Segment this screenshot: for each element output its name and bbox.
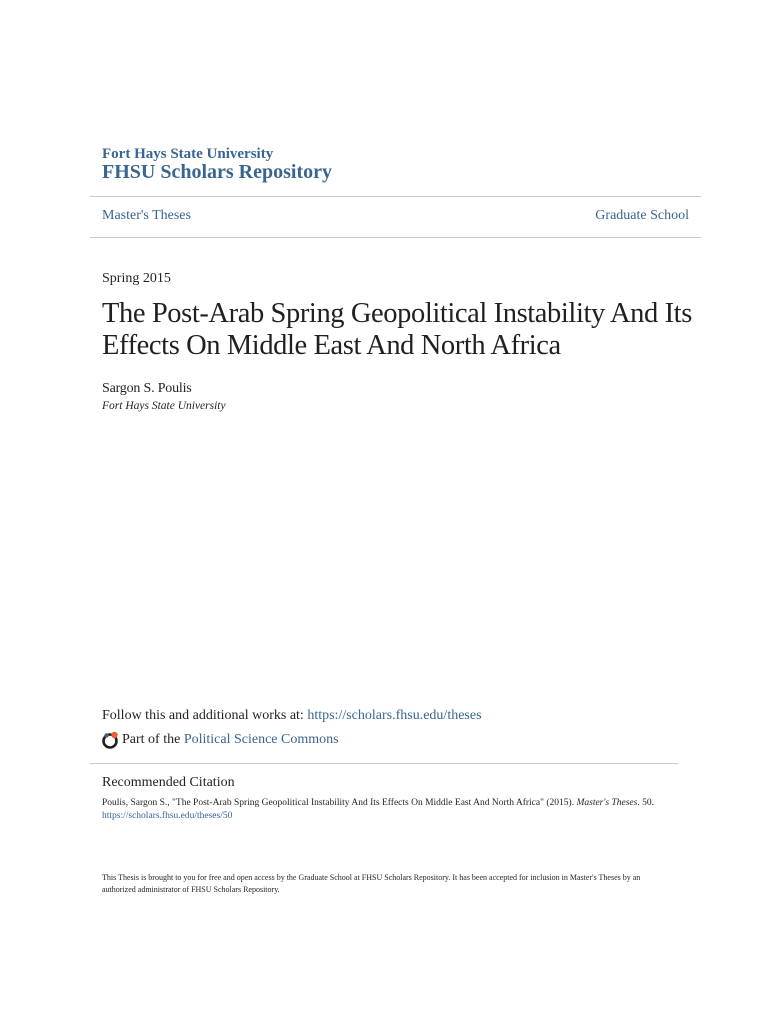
header-divider-bottom [90,237,701,238]
follow-prefix: Follow this and additional works at: [102,708,304,723]
citation-series: Master's Theses [576,798,638,808]
part-of-prefix: Part of the [122,732,181,747]
commons-link[interactable]: Political Science Commons [183,732,339,747]
citation-url-link[interactable]: https://scholars.fhsu.edu/theses/50 [102,811,233,821]
repository-link[interactable]: FHSU Scholars Repository [102,161,332,183]
follow-line [102,708,482,724]
school-link[interactable]: Graduate School [595,208,689,223]
follow-url-link[interactable]: https://scholars.fhsu.edu/theses [307,708,482,723]
part-of-line [102,731,339,749]
citation-heading: Recommended Citation [102,775,235,790]
citation-divider [90,763,678,764]
header-divider-top [90,196,701,197]
access-notice: This Thesis is brought to you for free and open access by the Graduate School at FHSU Scholars Repository. It has been accepted for inclusion in Master's Theses by an authorized administrator of FHSU Scholars Repository. [102,873,641,894]
citation-number: . 50. [637,798,654,808]
series-link[interactable]: Master's Theses [102,208,191,223]
publication-date: Spring 2015 [102,271,171,286]
author-name: Sargon S. Poulis [102,381,192,396]
institution-link[interactable]: Fort Hays State University [102,146,274,162]
citation-text: Poulis, Sargon S., "The Post-Arab Spring Geopolitical Instability And Its Effects On Middle East And North Africa" (2015). [102,798,575,808]
author-affiliation: Fort Hays State University [102,400,226,412]
document-title: The Post-Arab Spring Geopolitical Instability And Its Effects On Middle East And North Africa [102,298,692,361]
citation-block [102,797,662,823]
commons-network-icon [102,731,120,749]
